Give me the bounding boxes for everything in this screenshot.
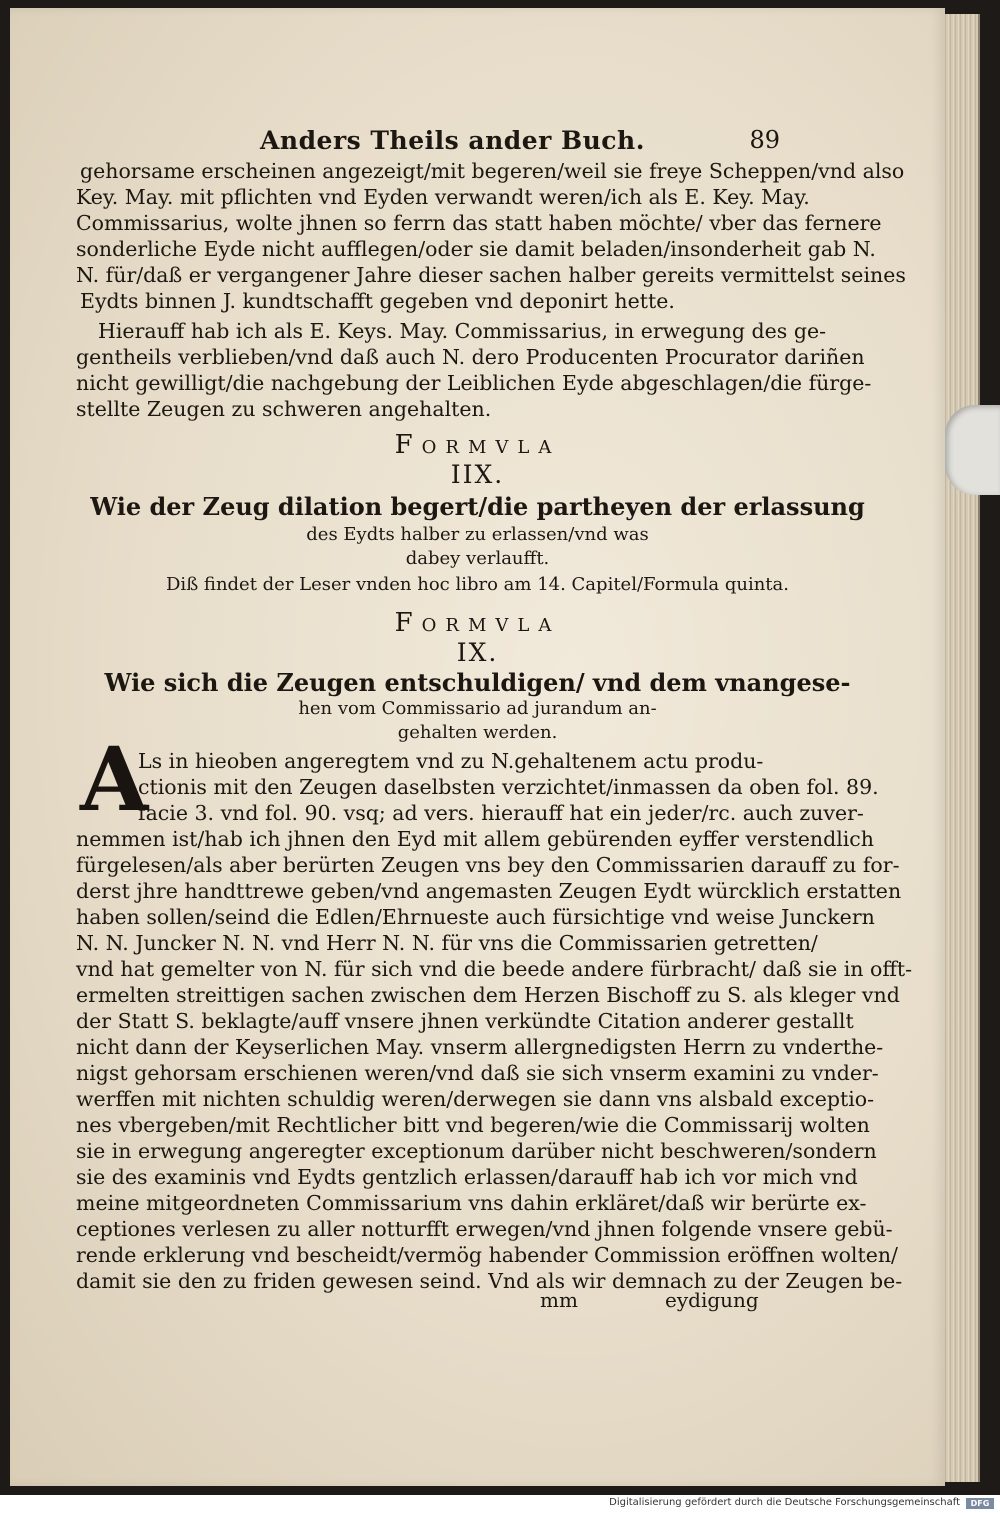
text-line: facie 3. vnd fol. 90. vsq; ad vers. hierauff hat ein jeder/rc. auch zuver- <box>138 801 864 825</box>
formula-title-line: dabey verlaufft. <box>405 548 550 569</box>
page-number: 89 <box>749 126 780 154</box>
formula-label: Formvla <box>394 430 561 460</box>
text-line: sonderliche Eyde nicht aufflegen/oder sie damit beladen/insonderheit gab N. <box>76 237 876 261</box>
text-line: rende erklerung vnd bescheidt/vermög habender Commission eröffnen wolten/ <box>76 1243 898 1267</box>
drop-cap: A <box>80 727 149 831</box>
text-line: nicht gewilligt/die nachgebung der Leiblichen Eyde abgeschlagen/die fürge- <box>76 371 872 395</box>
text-line: gentheils verblieben/vnd daß auch N. dero Producenten Procurator dariñen <box>76 345 865 369</box>
text-line: stellte Zeugen zu schweren angehalten. <box>76 397 492 421</box>
text-line: N. N. Juncker N. N. vnd Herr N. N. für vns die Commissarien getretten/ <box>76 931 818 955</box>
book-fore-edge <box>942 14 980 1482</box>
formula-label: Formvla <box>394 608 561 638</box>
text-line: sie des examinis vnd Eydts gentzlich erlassen/darauff hab ich vor mich vnd <box>76 1165 858 1189</box>
text-line: damit sie den zu friden gewesen seind. Vnd als wir demnach zu der Zeugen be- <box>76 1269 903 1293</box>
text-line: nigst gehorsam erschienen weren/vnd daß sie sich vnserm examini zu vnder- <box>76 1061 879 1085</box>
text-line: Eydts binnen J. kundtschafft gegeben vnd deponirt hette. <box>80 289 675 313</box>
text-line: meine mitgeordneten Commissarium vns dahin erkläret/daß wir berürte ex- <box>76 1191 867 1215</box>
signature-mark: mm <box>540 1288 578 1312</box>
formula-title-line: gehalten werden. <box>397 722 558 743</box>
running-head: Anders Theils ander Buch. <box>260 126 645 155</box>
formula-note: Diß findet der Leser vnden hoc libro am 14. Capitel/Formula quinta. <box>166 574 789 595</box>
catchword: eydigung <box>665 1288 759 1312</box>
formula-numeral: IIX. <box>450 460 505 489</box>
dfg-logo: DFG <box>966 1498 994 1509</box>
text-line: werffen mit nichten schuldig weren/derwegen sie dann vns alsbald exceptio- <box>76 1087 875 1111</box>
text-line: Ls in hieoben angeregtem vnd zu N.gehaltenem actu produ- <box>138 749 764 773</box>
book-page <box>10 8 945 1486</box>
formula-title-line: des Eydts halber zu erlassen/vnd was <box>306 524 649 545</box>
footer-credit: Digitalisierung gefördert durch die Deutsche Forschungsgemeinschaft <box>609 1497 960 1508</box>
text-line: ermelten streittigen sachen zwischen dem Herzen Bischoff zu S. als kleger vnd <box>76 983 900 1007</box>
text-line: fürgelesen/als aber berürten Zeugen vns bey den Commissarien darauff zu for- <box>76 853 900 877</box>
text-line: nicht dann der Keyserlichen May. vnserm allergnedigsten Herrn zu vnderthe- <box>76 1035 884 1059</box>
text-line: gehorsame erscheinen angezeigt/mit begeren/weil sie freye Scheppen/vnd also <box>80 159 905 183</box>
footer-bar <box>0 1495 1000 1513</box>
text-line: N. für/daß er vergangener Jahre dieser sachen halber gereits vermittelst seines <box>76 263 906 287</box>
text-line: haben sollen/seind die Edlen/Ehrnueste auch fürsichtige vnd weise Junckern <box>76 905 875 929</box>
text-line: nemmen ist/hab ich jhnen den Eyd mit allem gebürenden eyffer verstendlich <box>76 827 874 851</box>
text-line: der Statt S. beklagte/auff vnsere jhnen verkündte Citation anderer gestallt <box>76 1009 854 1033</box>
formula-title-line: hen vom Commissario ad jurandum an- <box>298 698 657 719</box>
text-line: ctionis mit den Zeugen daselbsten verzichtet/inmassen da oben fol. 89. <box>138 775 879 799</box>
text-line: Key. May. mit pflichten vnd Eyden verwandt weren/ich als E. Key. May. <box>76 185 810 209</box>
text-line: ceptiones verlesen zu aller notturfft erwegen/vnd jhnen folgende vnsere gebü- <box>76 1217 893 1241</box>
text-line: derst jhre handttrewe geben/vnd angemasten Zeugen Eydt würcklich erstatten <box>76 879 902 903</box>
page-clip-tab <box>945 405 1000 495</box>
formula-title-line: Wie sich die Zeugen entschuldigen/ vnd dem vnangese- <box>104 668 851 697</box>
formula-numeral: IX. <box>456 638 499 667</box>
text-line: Hierauff hab ich als E. Keys. May. Commissarius, in erwegung des ge- <box>98 319 827 343</box>
page-header <box>260 126 780 160</box>
text-line: vnd hat gemelter von N. für sich vnd die beede andere fürbracht/ daß sie in offt- <box>76 957 913 981</box>
text-line: nes vbergeben/mit Rechtlicher bitt vnd begeren/wie die Commissarij wolten <box>76 1113 870 1137</box>
text-line: sie in erwegung angeregter exceptionum darüber nicht beschweren/sondern <box>76 1139 877 1163</box>
text-line: Commissarius, wolte jhnen so ferrn das statt haben möchte/ vber das fernere <box>76 211 882 235</box>
formula-title-line: Wie der Zeug dilation begert/die partheyen der erlassung <box>90 492 865 521</box>
